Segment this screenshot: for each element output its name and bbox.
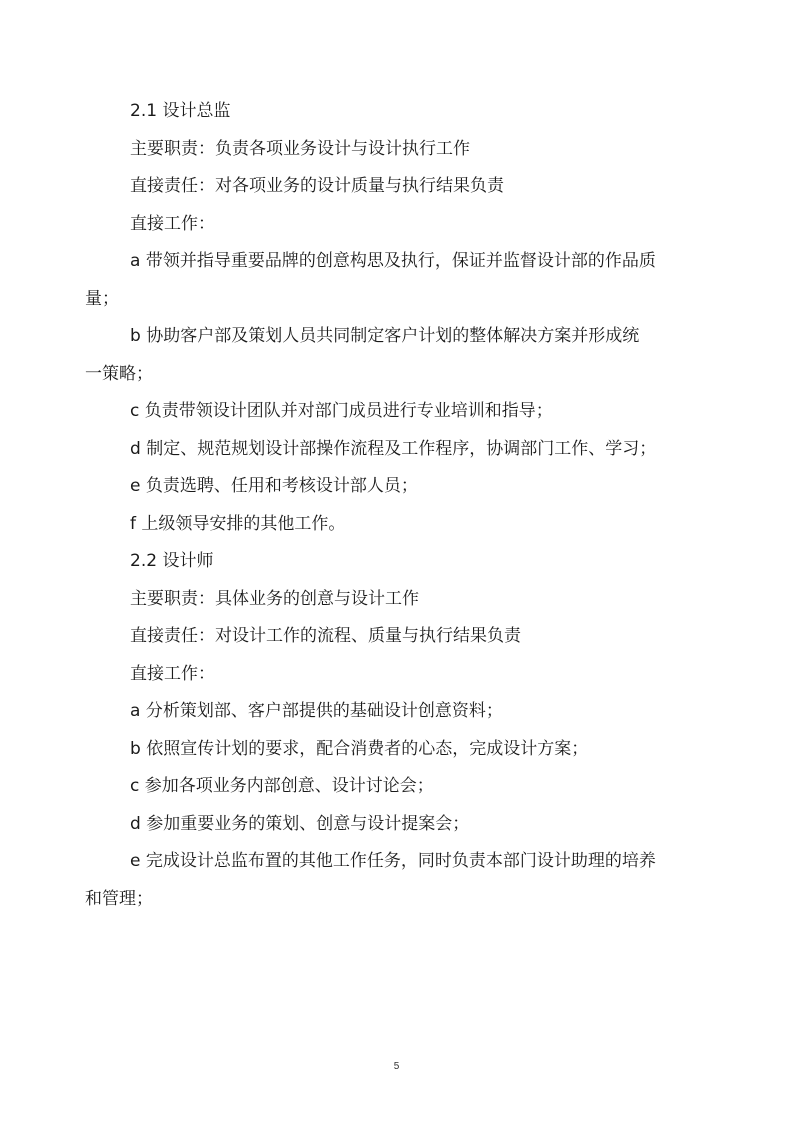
- direct-work-label: 直接工作：: [130, 213, 215, 234]
- section-heading-designer: 2.2 设计师: [130, 551, 214, 571]
- document-body: [85, 93, 715, 918]
- list-item-line: b 协助客户部及策划人员共同制定客户计划的整体解决方案并形成统: [130, 326, 640, 346]
- list-item-continuation: 和管理；: [85, 888, 153, 909]
- main-duty: 主要职责：负责各项业务设计与设计执行工作: [130, 138, 470, 159]
- section-heading-design-director: 2.1 设计总监: [130, 101, 231, 121]
- direct-responsibility: 直接责任：对各项业务的设计质量与执行结果负责: [130, 176, 504, 196]
- list-item-line: d 制定、规范规划设计部操作流程及工作程序，协调部门工作、学习；: [130, 438, 657, 459]
- list-item-line: d 参加重要业务的策划、创意与设计提案会；: [130, 813, 470, 834]
- list-item-line: e 负责选聘、任用和考核设计部人员；: [130, 476, 418, 496]
- list-item-line: c 参加各项业务内部创意、设计讨论会；: [130, 776, 434, 796]
- list-item-line: a 分析策划部、客户部提供的基础设计创意资料；: [130, 701, 503, 721]
- list-item-continuation: 一策略；: [85, 363, 153, 384]
- list-item-line: e 完成设计总监布置的其他工作任务，同时负责本部门设计助理的培养: [130, 851, 656, 871]
- direct-responsibility: 直接责任：对设计工作的流程、质量与执行结果负责: [130, 626, 521, 646]
- direct-work-label: 直接工作：: [130, 663, 215, 684]
- list-item-line: c 负责带领设计团队并对部门成员进行专业培训和指导；: [130, 401, 553, 421]
- list-item-continuation: 量；: [85, 288, 119, 309]
- list-item-line: f 上级领导安排的其他工作。: [130, 513, 346, 534]
- list-item-line: b 依照宣传计划的要求，配合消费者的心态，完成设计方案；: [130, 738, 589, 759]
- list-item-line: a 带领并指导重要品牌的创意构思及执行，保证并监督设计部的作品质: [130, 251, 656, 271]
- page-number: 5: [393, 1061, 400, 1072]
- main-duty: 主要职责：具体业务的创意与设计工作: [130, 588, 419, 609]
